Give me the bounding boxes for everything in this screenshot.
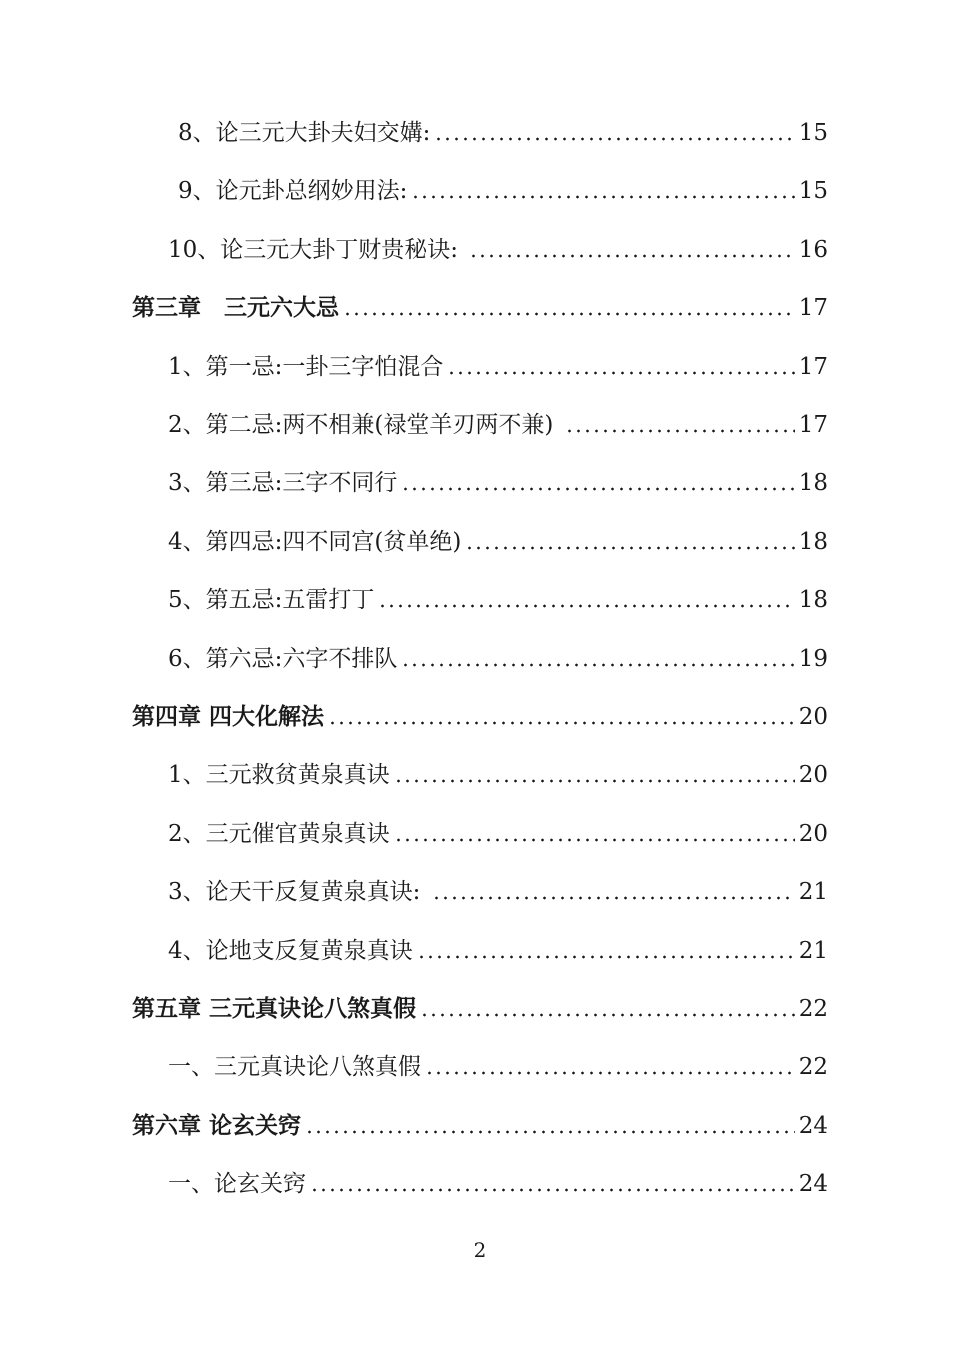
toc-entry-title: 3、论天干反复黄泉真诀:	[168, 879, 428, 906]
toc-chapter-entry[interactable]	[132, 994, 828, 1024]
page-number: 2	[473, 1238, 487, 1262]
dot-leader	[420, 1013, 795, 1017]
toc-section-entry[interactable]	[168, 468, 828, 498]
toc-entry-title: 第三章 三元六大忌	[132, 294, 339, 322]
toc-entry-page: 21	[798, 937, 828, 964]
toc-entry-page: 18	[798, 470, 828, 497]
dot-leader	[328, 721, 795, 725]
toc-section-entry[interactable]	[168, 585, 828, 615]
toc-section-entry[interactable]	[178, 176, 828, 206]
toc-section-entry[interactable]	[168, 644, 828, 674]
toc-entry-page: 18	[798, 528, 828, 555]
toc-entry-title: 1、三元救贫黄泉真诀	[168, 762, 390, 789]
dot-leader	[565, 429, 795, 433]
toc-section-entry[interactable]	[168, 1052, 828, 1082]
dot-leader	[394, 779, 795, 783]
dot-leader	[425, 1071, 795, 1075]
dot-leader	[434, 137, 794, 141]
toc-entry-page: 22	[798, 996, 828, 1022]
toc-entry-page: 17	[798, 412, 828, 438]
dot-leader	[305, 1130, 795, 1134]
toc-entry-page: 20	[798, 820, 828, 847]
toc-section-entry[interactable]	[178, 118, 828, 148]
dot-leader	[310, 1188, 795, 1192]
toc-entry-page: 15	[798, 120, 828, 146]
toc-entry-title: 第五章 三元真诀论八煞真假	[132, 995, 417, 1022]
toc-section-entry[interactable]	[168, 760, 828, 790]
dot-leader	[447, 371, 794, 375]
toc-entry-page: 20	[798, 704, 828, 730]
dot-leader	[465, 546, 794, 550]
toc-entry-title: 1、第一忌:一卦三字怕混合	[168, 353, 444, 380]
toc-entry-page: 24	[798, 1171, 828, 1198]
dot-leader	[394, 838, 795, 842]
toc-entry-page: 16	[798, 236, 828, 263]
toc-entry-title: 4、第四忌:四不同宫(贫单绝)	[168, 528, 462, 555]
toc-entry-title: 6、第六忌:六字不排队	[168, 645, 398, 672]
toc-entry-title: 3、第三忌:三字不同行	[168, 470, 398, 497]
toc-section-entry[interactable]	[168, 235, 828, 265]
toc-entry-title: 4、论地支反复黄泉真诀	[168, 937, 413, 964]
dot-leader	[401, 663, 794, 667]
toc-entry-title: 8、论三元大卦夫妇交媾:	[178, 120, 431, 146]
toc-entry-page: 17	[798, 295, 828, 322]
toc-entry-title: 一、论玄关窍	[168, 1171, 306, 1198]
dot-leader	[343, 312, 795, 316]
toc-chapter-entry[interactable]	[132, 702, 828, 732]
toc-section-entry[interactable]	[168, 410, 828, 440]
toc-entry-page: 22	[798, 1054, 828, 1081]
toc-entry-title: 第四章 四大化解法	[132, 703, 325, 730]
dot-leader	[432, 896, 795, 900]
toc-entry-page: 19	[798, 645, 828, 672]
dot-leader	[417, 955, 795, 959]
toc-entry-page: 18	[798, 587, 828, 614]
dot-leader	[411, 195, 794, 199]
toc-entry-page: 24	[798, 1112, 828, 1139]
toc-chapter-entry[interactable]	[132, 1111, 828, 1141]
toc-entry-page: 20	[798, 762, 828, 789]
toc-entry-title: 9、论元卦总纲妙用法:	[178, 178, 408, 205]
dot-leader	[401, 487, 794, 491]
toc-entry-title: 2、三元催官黄泉真诀	[168, 820, 390, 847]
toc-entry-title: 2、第二忌:两不相兼(禄堂羊刃两不兼)	[168, 412, 561, 438]
toc-section-entry[interactable]	[168, 352, 828, 382]
toc-entry-page: 17	[798, 353, 828, 380]
toc-entry-title: 10、论三元大卦丁财贵秘诀:	[168, 236, 466, 263]
toc-entry-title: 一、三元真诀论八煞真假	[168, 1054, 421, 1081]
toc-entry-title: 5、第五忌:五雷打丁	[168, 587, 375, 614]
toc-section-entry[interactable]	[168, 1169, 828, 1199]
toc-section-entry[interactable]	[168, 819, 828, 849]
dot-leader	[469, 254, 794, 258]
toc-section-entry[interactable]	[168, 877, 828, 907]
toc-entry-page: 21	[798, 879, 828, 906]
toc-entry-title: 第六章 论玄关窍	[132, 1111, 302, 1139]
dot-leader	[378, 604, 794, 608]
toc-chapter-entry[interactable]	[132, 293, 828, 323]
toc-entry-page: 15	[798, 178, 828, 205]
toc-section-entry[interactable]	[168, 527, 828, 557]
toc-section-entry[interactable]	[168, 936, 828, 966]
